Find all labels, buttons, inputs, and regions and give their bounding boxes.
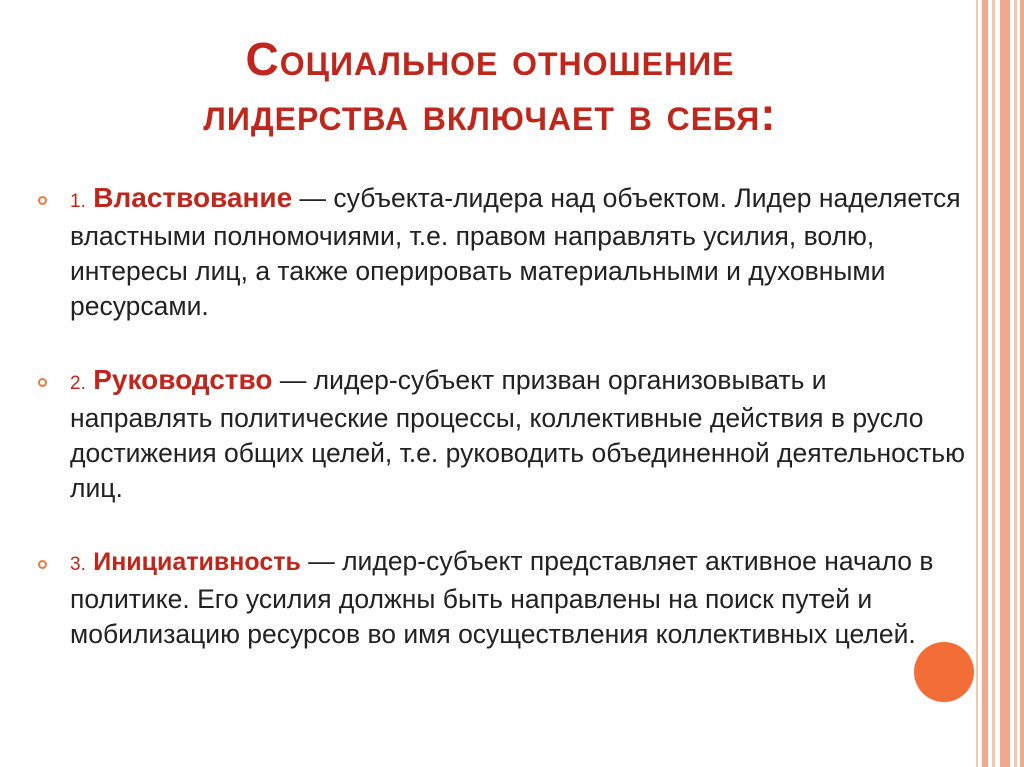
item-term: Инициативность xyxy=(93,548,301,576)
content-list xyxy=(36,180,976,690)
item-text xyxy=(70,180,976,324)
decorative-circle xyxy=(914,642,974,702)
decorative-stripes xyxy=(976,0,1024,767)
item-text xyxy=(70,544,976,652)
item-text xyxy=(70,362,976,506)
bullet-icon xyxy=(38,196,47,205)
item-term: Властвование xyxy=(93,182,293,213)
item-description: — лидер-субъект представляет активное начало в политике. Его усилия должны быть направлены на поиск путей и мобилизацию ресурсов во имя осуществления коллективных целей. xyxy=(70,546,934,649)
bullet-icon xyxy=(38,378,47,387)
item-number: 2. xyxy=(70,373,86,394)
slide-title xyxy=(60,32,920,142)
title-line-2: лидерства включает в себя: xyxy=(203,88,777,140)
bullet-icon xyxy=(38,560,47,569)
item-term: Руководство xyxy=(93,364,273,395)
title-line-1: Социальное отношение xyxy=(245,33,735,85)
list-item xyxy=(36,544,976,652)
item-number: 1. xyxy=(70,191,86,212)
item-description: — лидер-субъект призван организовывать и направлять политические процессы, коллективные действия в русло достижения общих целей, т.е. руководить объединенной деятельностью лиц. xyxy=(70,365,965,503)
list-item xyxy=(36,180,976,324)
list-item xyxy=(36,362,976,506)
item-description: — субъекта-лидера над объектом. Лидер наделяется властными полномочиями, т.е. правом направлять усилия, волю, интересы лиц, а также оперировать материальными и духовными ресурсами. xyxy=(70,183,961,321)
item-number: 3. xyxy=(70,554,86,575)
